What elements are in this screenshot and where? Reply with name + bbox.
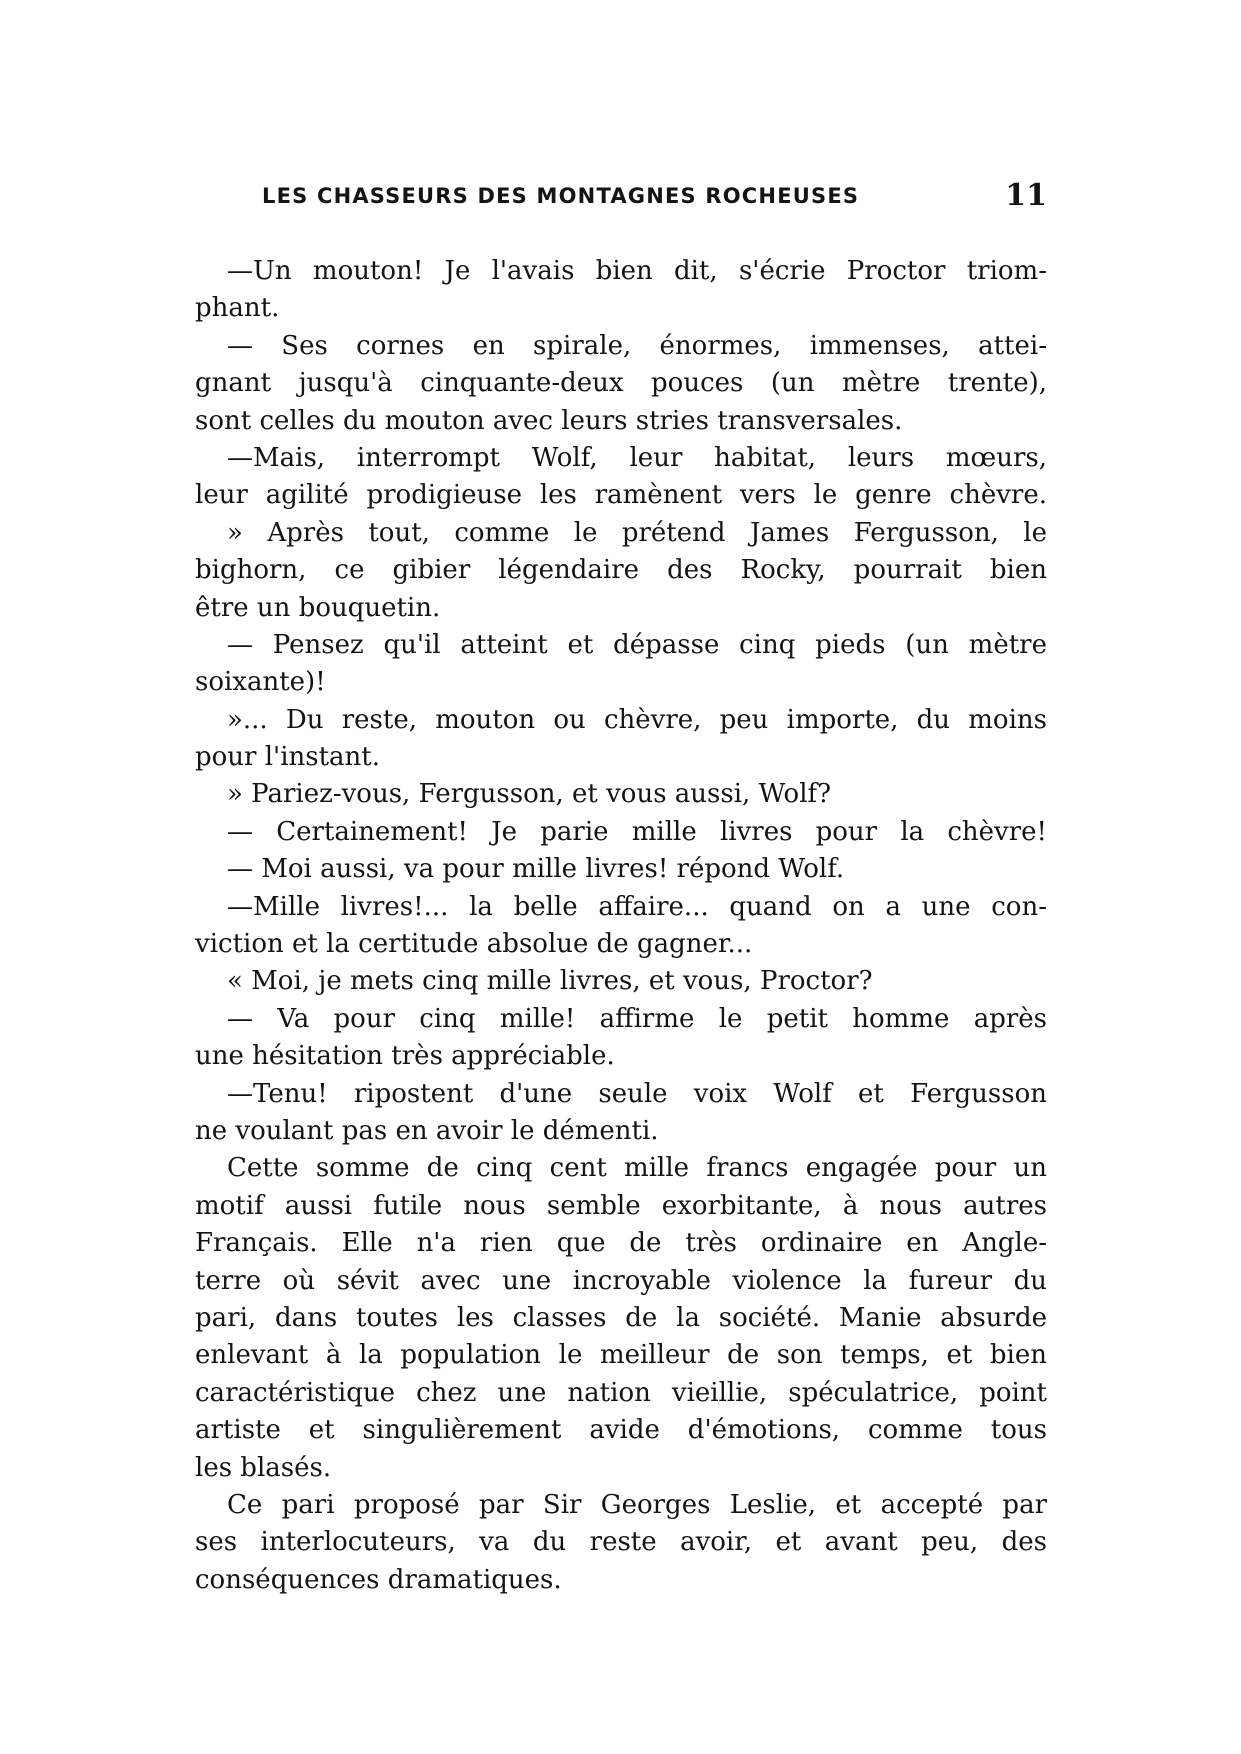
text-line: — Va pour cinq mille! affirme le petit homme après xyxy=(227,1003,1047,1034)
text-line: » Pariez-vous, Fergusson, et vous aussi, Wolf? xyxy=(227,779,832,810)
text-line: »... Du reste, mouton ou chèvre, peu importe, du moins xyxy=(227,704,1047,735)
body-text xyxy=(195,253,1047,1599)
text-line: soixante)! xyxy=(195,667,326,698)
text-line: conséquences dramatiques. xyxy=(195,1564,562,1595)
text-line: phant. xyxy=(195,293,280,324)
running-title: LES CHASSEURS DES MONTAGNES ROCHEUSES xyxy=(262,184,860,208)
text-line: —Mais, interrompt Wolf, leur habitat, leurs mœurs, xyxy=(227,442,1047,473)
text-line: pari, dans toutes les classes de la société. Manie absurde xyxy=(195,1302,1047,1333)
text-line: bighorn, ce gibier légendaire des Rocky, pourrait bien xyxy=(195,555,1047,586)
text-line: les blasés. xyxy=(195,1452,332,1483)
text-line: —Un mouton! Je l'avais bien dit, s'écrie Proctor triom- xyxy=(227,256,1047,286)
text-line: Cette somme de cinq cent mille francs engagée pour un xyxy=(227,1153,1047,1184)
text-line: — Pensez qu'il atteint et dépasse cinq pieds (un mètre xyxy=(227,629,1047,660)
text-line: gnant jusqu'à cinquante-deux pouces (un mètre trente), xyxy=(195,368,1047,399)
text-line: ne voulant pas en avoir le démenti. xyxy=(195,1115,659,1146)
text-line: caractéristique chez une nation vieillie, spéculatrice, point xyxy=(195,1377,1047,1408)
text-line: enlevant à la population le meilleur de son temps, et bien xyxy=(195,1340,1047,1371)
text-line: « Moi, je mets cinq mille livres, et vous, Proctor? xyxy=(227,966,873,997)
text-line: —Tenu! ripostent d'une seule voix Wolf et Fergusson xyxy=(227,1078,1047,1109)
text-line: être un bouquetin. xyxy=(195,592,441,623)
text-line: » Après tout, comme le prétend James Fergusson, le xyxy=(227,517,1047,548)
text-line: motif aussi futile nous semble exorbitante, à nous autres xyxy=(195,1190,1047,1221)
text-line: leur agilité prodigieuse les ramènent vers le genre chèvre. xyxy=(195,480,1047,511)
text-line: — Certainement! Je parie mille livres pour la chèvre! xyxy=(227,816,1047,847)
text-line: ses interlocuteurs, va du reste avoir, et avant peu, des xyxy=(195,1527,1047,1558)
text-line: — Moi aussi, va pour mille livres! répond Wolf. xyxy=(227,854,845,885)
text-line: sont celles du mouton avec leurs stries transversales. xyxy=(195,405,903,436)
page-header xyxy=(262,178,1047,218)
text-line: pour l'instant. xyxy=(195,742,381,773)
text-line: terre où sévit avec une incroyable violence la fureur du xyxy=(195,1265,1047,1296)
text-line: une hésitation très appréciable. xyxy=(195,1041,615,1072)
page-number: 11 xyxy=(1005,178,1047,213)
text-line: —Mille livres!... la belle affaire... quand on a une con- xyxy=(227,891,1047,922)
text-line: Ce pari proposé par Sir Georges Leslie, et accepté par xyxy=(227,1489,1047,1520)
text-line: — Ses cornes en spirale, énormes, immenses, attei- xyxy=(227,330,1047,361)
text-line: Français. Elle n'a rien que de très ordinaire en Angle- xyxy=(195,1228,1047,1259)
text-line: artiste et singulièrement avide d'émotions, comme tous xyxy=(195,1415,1047,1446)
text-line: viction et la certitude absolue de gagner... xyxy=(195,929,753,960)
